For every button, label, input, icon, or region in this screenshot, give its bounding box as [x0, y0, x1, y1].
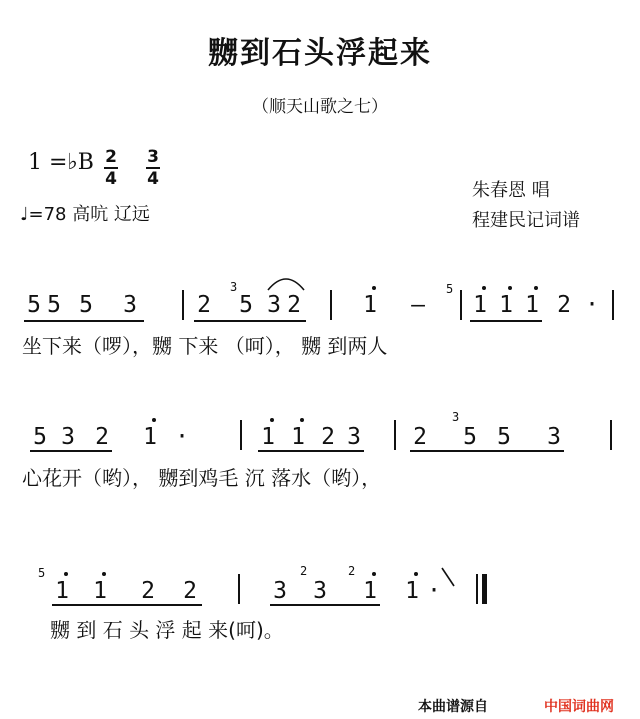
octave-dot-high	[300, 418, 304, 422]
note: 3	[347, 424, 361, 450]
slur-mark	[266, 272, 306, 292]
note: 1	[55, 578, 69, 604]
time2-numerator: 3	[147, 147, 159, 167]
bar-line	[612, 290, 614, 320]
time1-numerator: 2	[105, 147, 117, 167]
note: 3	[547, 424, 561, 450]
singer-credit: 朱春恩 唱	[472, 180, 550, 201]
octave-dot-high	[534, 286, 538, 290]
time2-denominator: 4	[147, 169, 159, 189]
note: 1	[499, 292, 513, 318]
note: 1	[363, 578, 377, 604]
beam-underline	[194, 320, 306, 322]
note: 2	[413, 424, 427, 450]
grace-note: 5	[38, 566, 46, 580]
note: 5	[27, 292, 41, 318]
octave-dot-high	[270, 418, 274, 422]
glide-mark	[440, 566, 456, 588]
lyric-line-1: 坐下来（啰），嬲 下来 （呵）， 嬲 到两人	[22, 334, 388, 358]
note-dash: –	[411, 292, 425, 318]
note: 1	[143, 424, 157, 450]
note: 1	[473, 292, 487, 318]
note: 5	[239, 292, 253, 318]
octave-dot-high	[64, 572, 68, 576]
octave-dot-high	[102, 572, 106, 576]
note: 2	[197, 292, 211, 318]
bar-line	[240, 420, 242, 450]
note: 3	[273, 578, 287, 604]
note: 1	[291, 424, 305, 450]
time-signature-1	[104, 148, 118, 188]
key-signature: 1 =♭B	[28, 150, 94, 175]
note: 3	[313, 578, 327, 604]
bar-line	[460, 290, 462, 320]
time-signature-2	[146, 148, 160, 188]
beam-underline	[270, 604, 380, 606]
footer-source: 本曲谱源自	[418, 699, 488, 715]
grace-note: 3	[230, 280, 238, 294]
note: 3	[61, 424, 75, 450]
beam-underline	[30, 450, 112, 452]
grace-note: 2	[348, 564, 356, 578]
note: 1	[525, 292, 539, 318]
note: 5	[47, 292, 61, 318]
grace-note: 2	[300, 564, 308, 578]
note: 2	[141, 578, 155, 604]
note: 1	[405, 578, 419, 604]
bar-line	[394, 420, 396, 450]
octave-dot-high	[152, 418, 156, 422]
octave-dot-high	[482, 286, 486, 290]
note: 1	[363, 292, 377, 318]
note: 5	[33, 424, 47, 450]
bar-line	[610, 420, 612, 450]
beam-underline	[410, 450, 564, 452]
lyric-line-2: 心花开（哟）， 嬲到鸡毛 沉 落水（哟），	[22, 466, 382, 490]
grace-note: 5	[446, 282, 454, 296]
octave-dot-high	[508, 286, 512, 290]
grace-note: 3	[452, 410, 460, 424]
note: 1	[93, 578, 107, 604]
dotted-extension: ·	[585, 292, 599, 318]
note: 3	[123, 292, 137, 318]
tempo-marking: ♩=78 高吭 辽远	[20, 204, 150, 225]
octave-dot-high	[372, 572, 376, 576]
bar-line	[330, 290, 332, 320]
note: 2	[95, 424, 109, 450]
dotted-extension: ·	[427, 578, 441, 604]
song-title: 嬲到石头浮起来	[208, 36, 432, 71]
final-bar-thin	[476, 574, 478, 604]
beam-underline	[258, 450, 364, 452]
note: 2	[287, 292, 301, 318]
note: 1	[261, 424, 275, 450]
note: 5	[497, 424, 511, 450]
footer-site-link[interactable]: 中国词曲网	[544, 699, 614, 715]
bar-line	[182, 290, 184, 320]
final-bar-thick	[482, 574, 487, 604]
lyric-line-3: 嬲 到 石 头 浮 起 来(呵)。	[50, 618, 284, 642]
note: 2	[557, 292, 571, 318]
note: 2	[183, 578, 197, 604]
beam-underline	[24, 320, 144, 322]
beam-underline	[470, 320, 542, 322]
beam-underline	[52, 604, 202, 606]
notator-credit: 程建民记词谱	[472, 210, 580, 231]
octave-dot-high	[372, 286, 376, 290]
note: 5	[463, 424, 477, 450]
note: 5	[79, 292, 93, 318]
octave-dot-high	[414, 572, 418, 576]
bar-line	[238, 574, 240, 604]
dotted-extension: ·	[175, 424, 189, 450]
song-subtitle: （顺天山歌之七）	[252, 97, 388, 117]
note: 2	[321, 424, 335, 450]
note: 3	[267, 292, 281, 318]
time1-denominator: 4	[105, 169, 117, 189]
